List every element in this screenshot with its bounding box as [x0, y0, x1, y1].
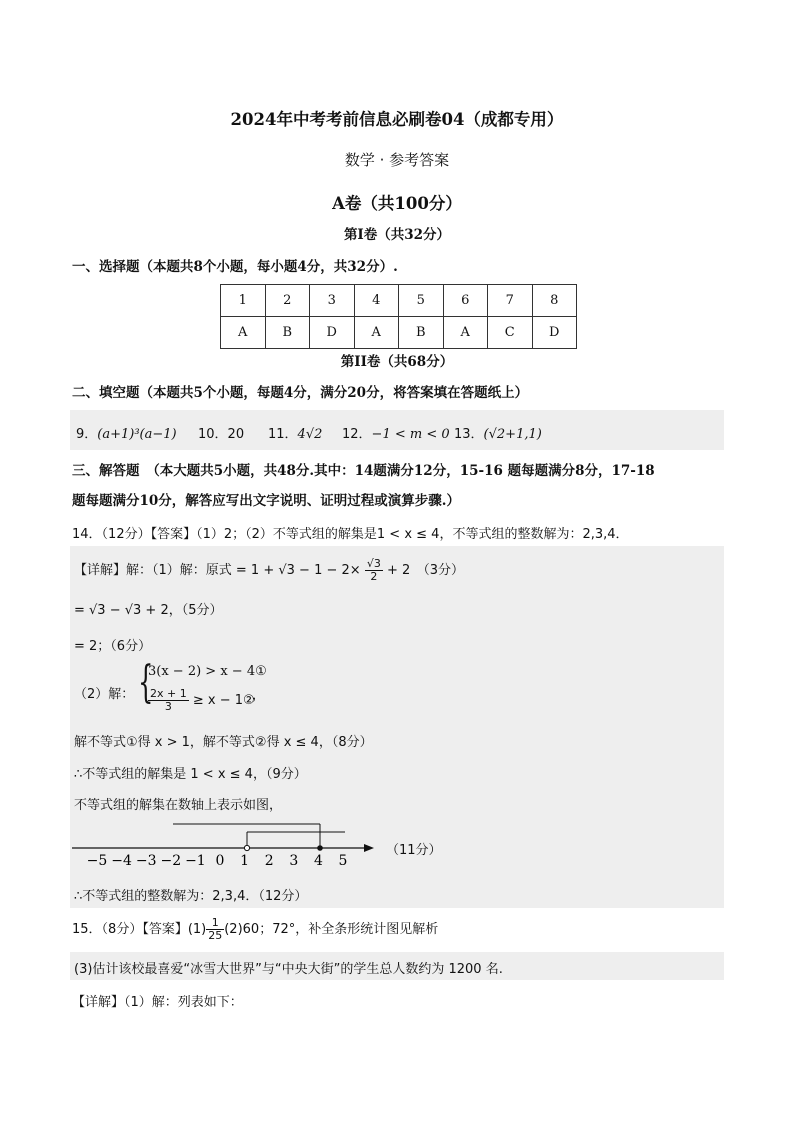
table-cell: A	[443, 317, 488, 349]
tick-label: −2	[160, 853, 182, 869]
q14-detail-suffix: + 2 （3分）	[386, 563, 465, 578]
answer-table-number-row	[221, 285, 577, 317]
fill-answers-box	[70, 410, 724, 450]
fill-number: 13．	[454, 427, 484, 442]
fill-value: (√2+1,1)	[483, 427, 542, 442]
fraction-denominator: 2	[370, 570, 378, 583]
table-cell: A	[354, 317, 399, 349]
section2-heading: 二、填空题（本题共5个小题，每题4分，满分20分，将答案填在答题纸上）	[72, 385, 529, 401]
q14-detail-prefix: 【详解】解：（1）解：原式 = 1 + √3 − 1 − 2×	[74, 563, 361, 578]
answer-table	[220, 284, 577, 349]
fill-answer-12	[342, 423, 450, 442]
section3-heading-line2: 题每题满分10分，解答应写出文字说明、证明过程或演算步骤.）	[72, 493, 460, 509]
table-cell: B	[265, 317, 310, 349]
table-cell: 5	[399, 285, 444, 317]
tick-label: 1	[240, 853, 250, 869]
q14-step3: = 2；（6分）	[74, 639, 152, 654]
table-cell: 6	[443, 285, 488, 317]
answer-table-answer-row	[221, 317, 577, 349]
q15-detail: 【详解】（1）解：列表如下：	[72, 995, 243, 1010]
table-cell: 7	[488, 285, 533, 317]
tick-label: 0	[215, 853, 225, 869]
system-brace-icon: {	[138, 657, 154, 708]
table-cell: A	[221, 317, 266, 349]
number-line-tick-labels	[87, 853, 348, 869]
q14-number-line-intro: 不等式组的解集在数轴上表示如图，	[74, 798, 283, 813]
q15-line2: (3)估计该校最喜爱“冰雪大世界”与“中央大街”的学生总人数约为 1200 名.	[74, 962, 503, 977]
table-cell: C	[488, 317, 533, 349]
fraction-numerator: 1	[206, 917, 224, 930]
fill-answer-11	[268, 423, 322, 442]
table-cell: B	[399, 317, 444, 349]
q15-answer-suffix: (2)60；72°，补全条形统计图见解析	[224, 922, 439, 937]
q14-set-line: ∴不等式组的解集是 1 < x ≤ 4，（9分）	[74, 767, 307, 782]
q14-ineq2	[148, 688, 255, 713]
tick-label: −1	[185, 853, 206, 869]
table-cell: D	[532, 317, 577, 349]
closed-point-icon	[317, 845, 323, 851]
fill-answer-13	[454, 423, 542, 442]
tick-label: −5	[86, 853, 108, 869]
number-line-figure	[68, 818, 388, 870]
fraction-denominator: 3	[164, 700, 172, 713]
tick-label: 2	[264, 853, 274, 869]
fill-answer-10	[198, 423, 244, 442]
q15-fraction	[206, 917, 224, 942]
q14-part2-label: （2）解：	[74, 687, 135, 702]
fraction-numerator: 2x + 1	[150, 687, 187, 700]
q14-comma: ，	[252, 688, 266, 703]
section3-heading-line1: 三、解答题 （本大题共5小题，共48分.其中：14题满分12分，15-16 题每题满分8分，17-18	[72, 463, 655, 479]
fill-number: 11．	[268, 427, 298, 442]
page-subtitle: 数学 · 参考答案	[344, 151, 450, 169]
tick-label: 5	[338, 853, 348, 869]
fill-value: −1 < m < 0	[371, 427, 450, 442]
table-cell: D	[310, 317, 355, 349]
section1-heading: 一、选择题（本题共8个小题，每小题4分，共32分）.	[72, 259, 398, 275]
q14-solve-line: 解不等式①得 x > 1，解不等式②得 x ≤ 4，（8分）	[74, 735, 373, 750]
fill-value: 4√2	[297, 427, 323, 442]
fill-value: (a+1)³(a−1)	[97, 427, 177, 442]
q14-step2: = √3 − √3 + 2，（5分）	[74, 603, 223, 618]
table-cell: 2	[265, 285, 310, 317]
fill-value: 20	[227, 427, 245, 442]
fill-answer-9	[76, 423, 177, 442]
q15-answer-line	[72, 917, 438, 942]
table-cell: 1	[221, 285, 266, 317]
q14-fraction	[365, 558, 383, 583]
fill-number: 10．	[198, 427, 228, 442]
table-cell: 3	[310, 285, 355, 317]
q15-answer-prefix: 15．（8分）【答案】(1)	[72, 922, 207, 937]
q14-answer-line: 14．（12分）【答案】（1）2；（2）不等式组的解集是1 < x ≤ 4，不等式组的整数解为：2,3,4．	[72, 527, 629, 542]
page-title: 2024年中考考前信息必刷卷04（成都专用）	[230, 110, 564, 129]
tick-label: −4	[111, 853, 132, 869]
fraction-denominator: 25	[208, 929, 223, 942]
volume-a-heading: A卷（共100分）	[332, 194, 462, 213]
fraction-numerator: √3	[366, 557, 381, 570]
table-cell: 4	[354, 285, 399, 317]
fill-number: 9．	[76, 427, 98, 442]
q14-final-line: ∴不等式组的整数解为：2,3,4．（12分）	[74, 889, 308, 904]
open-point-icon	[244, 845, 249, 850]
fill-number: 12．	[342, 427, 372, 442]
table-cell: 8	[532, 285, 577, 317]
number-line-arrow-icon	[364, 844, 374, 852]
q14-ineq2-rest: ≥ x − 1②	[192, 693, 255, 708]
part-one-heading: 第I卷（共32分）	[343, 227, 451, 243]
number-line-score: （11分）	[386, 843, 442, 858]
tick-label: 4	[313, 853, 323, 869]
q14-detail-line	[74, 558, 464, 583]
tick-label: 3	[289, 853, 299, 869]
q14-ineq2-fraction	[148, 688, 189, 713]
tick-label: −3	[135, 853, 157, 869]
q14-ineq1: 3(x − 2) > x − 4①	[148, 664, 267, 679]
part-two-heading: 第II卷（共68分）	[340, 354, 454, 370]
